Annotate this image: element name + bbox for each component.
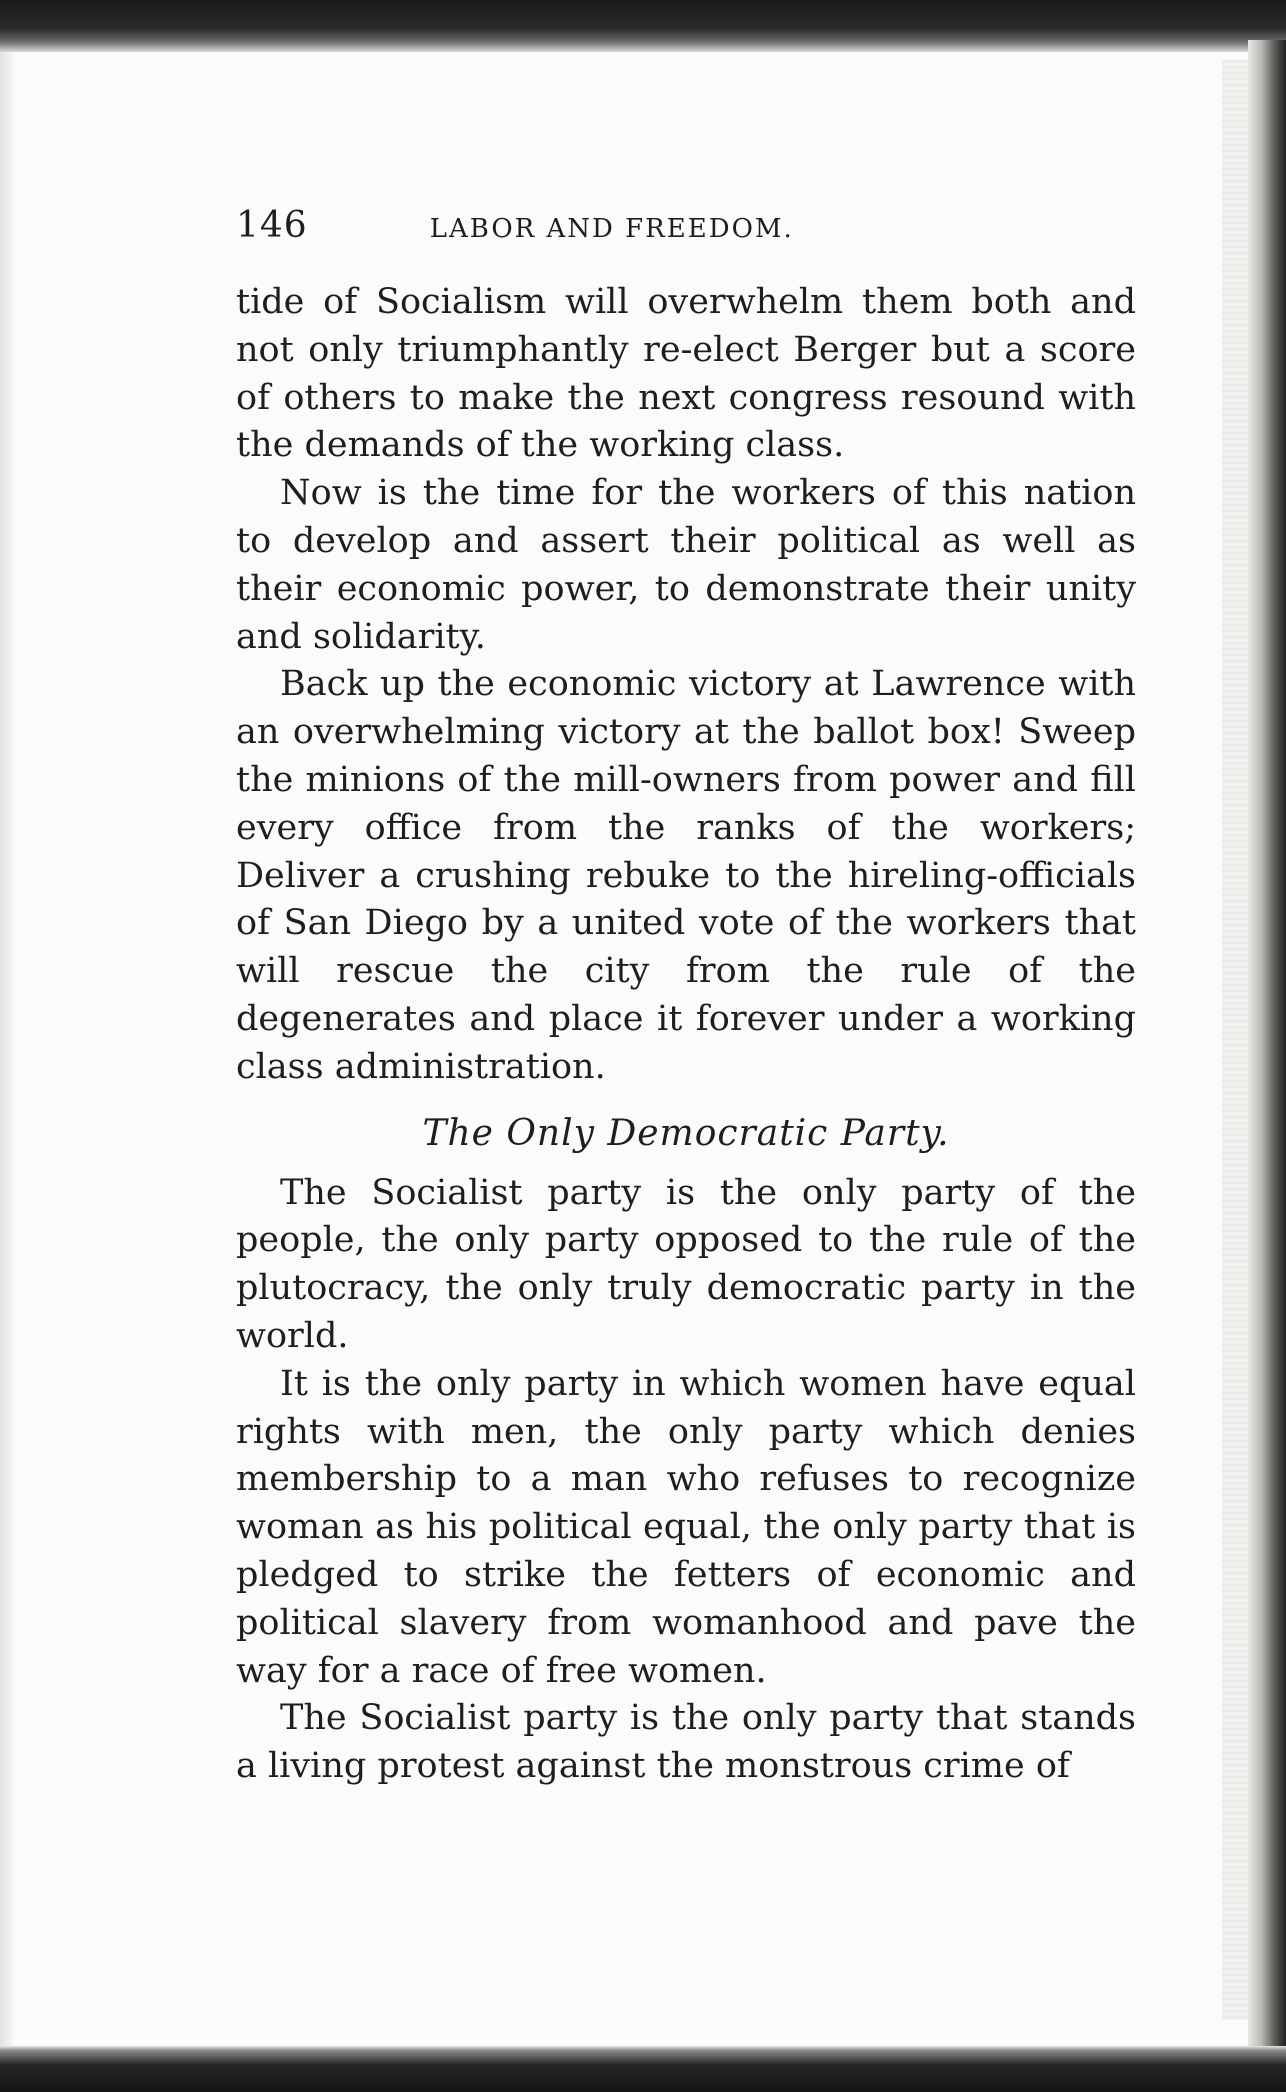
paragraph: Back up the economic victory at Lawrence with an overwhelming victory at the ballot box! Sweep the minions of the mill-owners from power and fill every office from the ranks of the workers; Deliver a crushing rebuke to the hireling-officials of San Diego by a united vote of the workers that will rescue the city from the rule of the degenerates and place it forever under a working class administration.: [236, 664, 1136, 1087]
body-text: [236, 279, 1136, 1791]
page-number: 146: [236, 205, 308, 246]
scan-left-shadow: [0, 52, 14, 2046]
section-heading: The Only Democratic Party.: [422, 1112, 950, 1154]
scan-right-border: [1248, 40, 1286, 2050]
running-head: [236, 205, 1136, 265]
paragraph: The Socialist party is the only party that stands a living protest against the monstrous crime of: [236, 1698, 1136, 1787]
paragraph: It is the only party in which women have equal rights with men, the only party which denies membership to a man who refuses to recognize woman as his political equal, the only party that is pledged to strike the fetters of economic and political slavery from womanhood and pave the way for a race of free women.: [236, 1363, 1136, 1691]
running-head-title: LABOR AND FREEDOM.: [429, 214, 794, 244]
paragraph-continued: tide of Socialism will overwhelm them both and not only triumphantly re-elect Berger but a score of others to make the next congress resound with the demands of the working class.: [236, 282, 1136, 466]
paragraph: The Socialist party is the only party of the people, the only party opposed to the rule of the plutocracy, the only truly democratic party in the world.: [236, 1172, 1136, 1356]
scan-bottom-border: [0, 2046, 1286, 2092]
paragraph: Now is the time for the workers of this nation to develop and assert their political as well as their economic power, to demonstrate their unity and solidarity.: [236, 473, 1136, 657]
page-stack-edge: [1222, 60, 1248, 2020]
book-page: [236, 205, 1136, 1791]
scan-top-border: [0, 0, 1286, 52]
